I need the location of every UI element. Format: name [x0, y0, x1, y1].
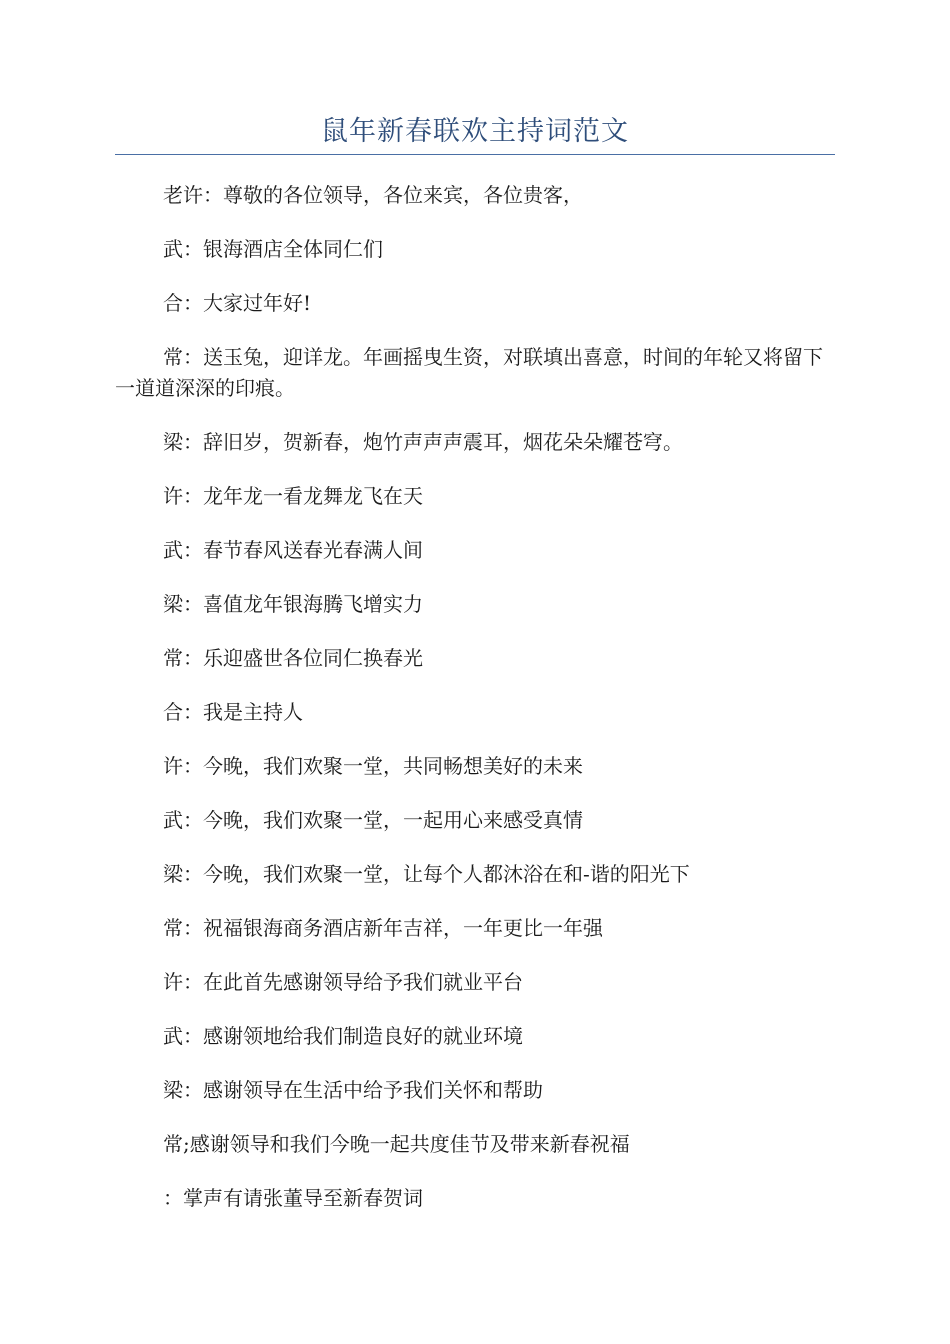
paragraph: 武：春节春风送春光春满人间 — [163, 538, 423, 562]
paragraph: 武：感谢领地给我们制造良好的就业环境 — [163, 1024, 523, 1048]
paragraph: 许：在此首先感谢领导给予我们就业平台 — [163, 970, 523, 994]
paragraph: 梁：今晚，我们欢聚一堂，让每个人都沐浴在和-谐的阳光下 — [163, 862, 690, 886]
paragraph: 梁：辞旧岁，贺新春，炮竹声声声震耳，烟花朵朵耀苍穹。 — [163, 430, 683, 454]
paragraph: 老许：尊敬的各位领导，各位来宾，各位贵客， — [163, 183, 583, 207]
paragraph: 常：祝福银海商务酒店新年吉祥，一年更比一年强 — [163, 916, 603, 940]
paragraph: 合：大家过年好! — [163, 291, 312, 315]
paragraph: 武：银海酒店全体同仁们 — [163, 237, 383, 261]
paragraph: 常：乐迎盛世各位同仁换春光 — [163, 646, 423, 670]
paragraph: 许：今晚，我们欢聚一堂，共同畅想美好的未来 — [163, 754, 583, 778]
paragraph: 梁：感谢领导在生活中给予我们关怀和帮助 — [163, 1078, 543, 1102]
paragraph: 许：龙年龙一看龙舞龙飞在天 — [163, 484, 423, 508]
paragraph: ：掌声有请张董导至新春贺词 — [163, 1186, 423, 1210]
paragraph: 梁：喜值龙年银海腾飞增实力 — [163, 592, 423, 616]
paragraph: 武：今晚，我们欢聚一堂，一起用心来感受真情 — [163, 808, 583, 832]
document-title: 鼠年新春联欢主持词范文 — [321, 116, 629, 147]
paragraph: 常：送玉兔，迎详龙。年画摇曳生资，对联填出喜意，时间的年轮又将留下一道道深深的印痕。 — [115, 345, 823, 400]
paragraph: 合：我是主持人 — [163, 700, 303, 724]
paragraph: 常;感谢领导和我们今晚一起共度佳节及带来新春祝福 — [163, 1132, 630, 1156]
title-divider — [115, 154, 835, 155]
document-body — [115, 180, 835, 1237]
